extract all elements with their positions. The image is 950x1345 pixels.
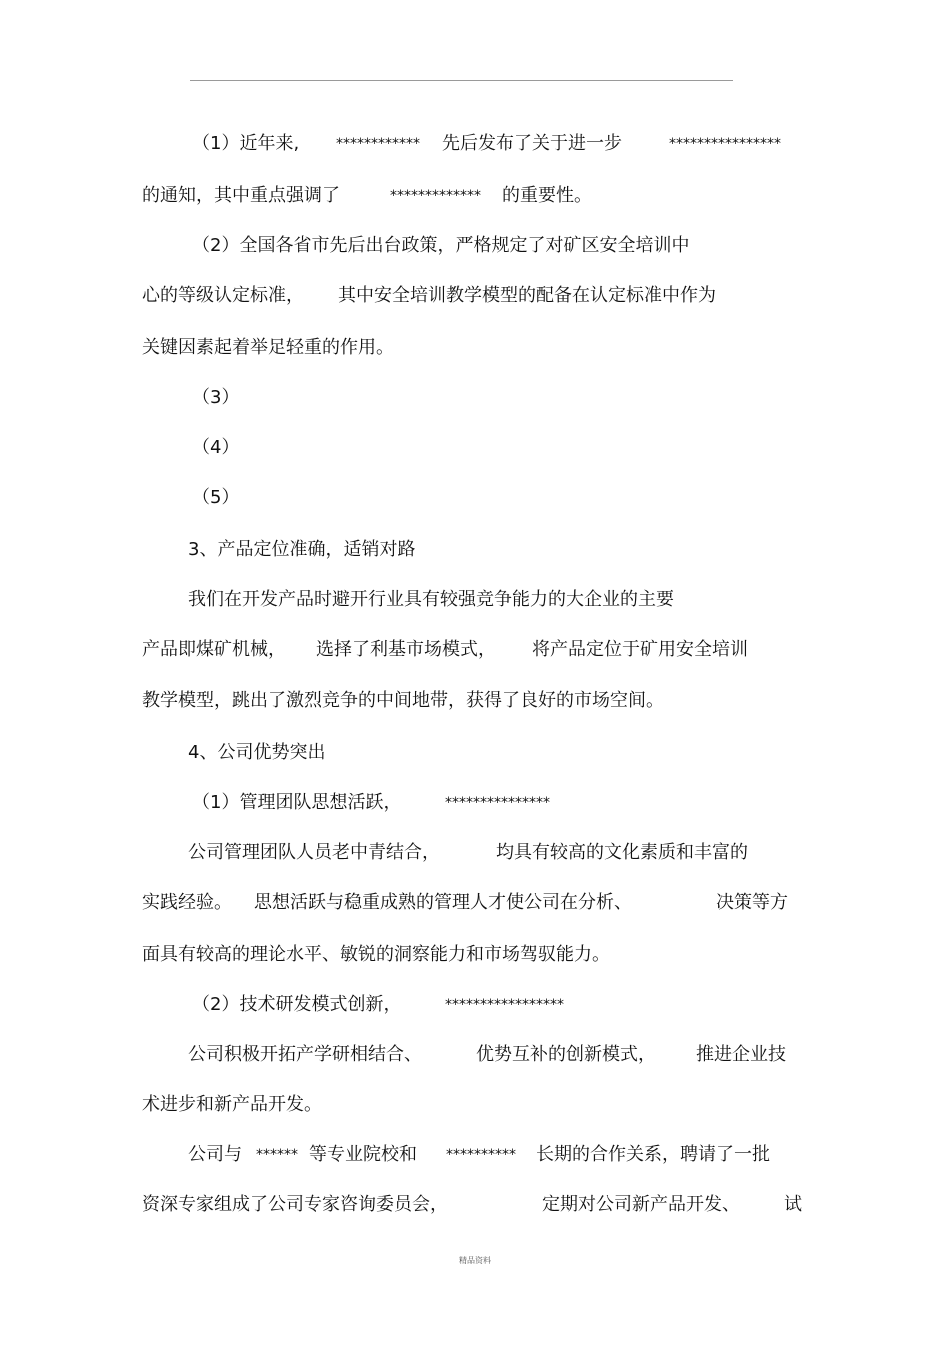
text-segment: 将产品定位于矿用安全培训 <box>532 639 748 660</box>
redacted-text: ********** <box>446 1147 516 1163</box>
text-segment: 优势互补的创新模式， <box>476 1044 656 1065</box>
redacted-text: **************** <box>669 136 781 152</box>
redacted-text: ************* <box>390 188 481 204</box>
text-segment: 公司积极开拓产学研相结合、 <box>188 1044 422 1065</box>
text-segment: 思想活跃与稳重成熟的管理人才使公司在分析、 <box>254 892 632 913</box>
redacted-text: ***************** <box>445 997 564 1013</box>
text-segment: 其中安全培训教学模型的配备在认定标准中作为 <box>338 285 716 306</box>
text-segment: 实践经验。 <box>142 892 232 913</box>
text-segment: 面具有较高的理论水平、敏锐的洞察能力和市场驾驭能力。 <box>142 944 610 965</box>
list-marker: （5） <box>192 487 240 508</box>
text-segment: 公司管理团队人员老中青结合， <box>188 842 440 863</box>
text-segment: 长期的合作关系，聘请了一批 <box>536 1144 770 1165</box>
text-segment: 教学模型，跳出了激烈竞争的中间地带，获得了良好的市场空间。 <box>142 690 664 711</box>
text-segment: 推进企业技 <box>696 1044 786 1065</box>
text-segment: 我们在开发产品时避开行业具有较强竞争能力的大企业的主要 <box>188 589 674 610</box>
text-segment: （2）技术研发模式创新， <box>192 994 402 1015</box>
text-segment: （1）管理团队思想活跃， <box>192 792 402 813</box>
text-segment: 关键因素起着举足轻重的作用。 <box>142 337 394 358</box>
text-segment: 均具有较高的文化素质和丰富的 <box>496 842 748 863</box>
text-segment: 3、产品定位准确，适销对路 <box>188 539 416 560</box>
list-marker: （3） <box>192 387 240 408</box>
text-segment: 的重要性。 <box>502 185 592 206</box>
list-marker: （4） <box>192 437 240 458</box>
redacted-text: *************** <box>445 795 550 811</box>
text-segment: 4、公司优势突出 <box>188 742 326 763</box>
text-segment: 等专业院校和 <box>309 1144 417 1165</box>
text-segment: 公司与 <box>188 1144 242 1165</box>
text-segment: 产品即煤矿机械， <box>142 639 286 660</box>
page-footer: 精品资料 <box>459 1256 491 1265</box>
text-segment: 试 <box>784 1194 802 1215</box>
text-segment: 心的等级认定标准， <box>142 285 304 306</box>
text-segment: 术进步和新产品开发。 <box>142 1094 322 1115</box>
text-segment: 先后发布了关于进一步 <box>442 133 622 154</box>
text-segment: （2）全国各省市先后出台政策，严格规定了对矿区安全培训中 <box>192 235 690 256</box>
text-segment: 定期对公司新产品开发、 <box>542 1194 740 1215</box>
text-segment: （1）近年来, <box>192 133 300 154</box>
text-segment: 决策等方 <box>716 892 788 913</box>
header-rule <box>190 80 733 81</box>
text-segment: 的通知，其中重点强调了 <box>142 185 340 206</box>
text-segment: 选择了利基市场模式， <box>316 639 496 660</box>
text-segment: 资深专家组成了公司专家咨询委员会， <box>142 1194 448 1215</box>
redacted-text: ****** <box>256 1147 298 1163</box>
redacted-text: ************ <box>336 136 420 152</box>
